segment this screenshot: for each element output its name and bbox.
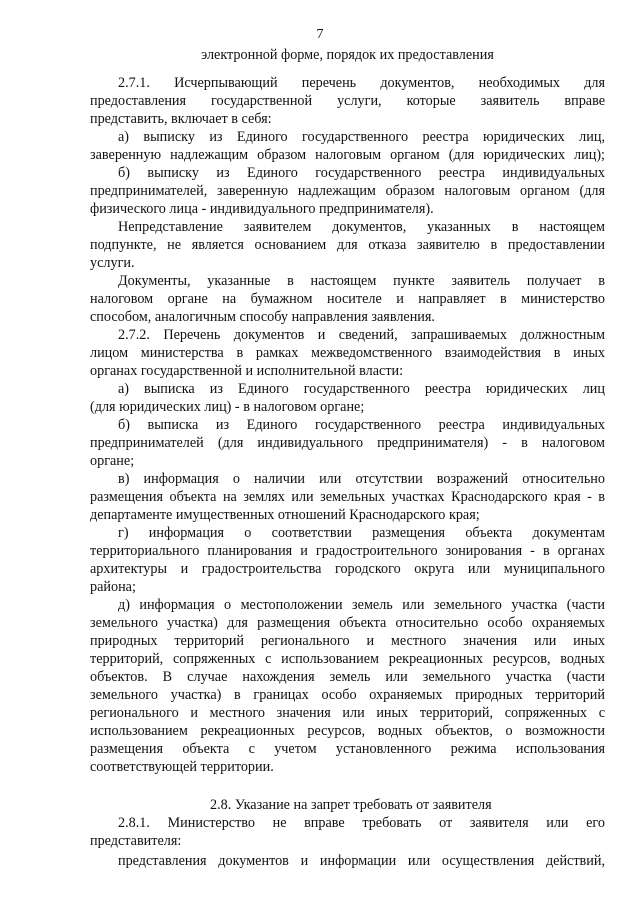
- text-line: использованием рекреационных ресурсов, водных объектов, о возможности: [90, 723, 605, 739]
- text-line: д) информация о местоположении земель или земельного участка (части: [118, 597, 605, 613]
- text-line: услуги.: [90, 255, 135, 271]
- text-line: г) информация о соответствии размещения объекта документам: [118, 525, 605, 541]
- text-line: размещения объекта с учетом установленного режима использования: [90, 741, 605, 757]
- text-line: территориального планирования и градостроительного зонирования - в органах: [90, 543, 605, 559]
- text-line: соответствующей территории.: [90, 759, 274, 775]
- text-line: 2.7.2. Перечень документов и сведений, запрашиваемых должностным: [118, 327, 605, 343]
- text-line: Непредставление заявителем документов, указанных в настоящем: [118, 219, 605, 235]
- text-line: налоговом органе на бумажном носителе и направляет в министерство: [90, 291, 605, 307]
- text-line: района;: [90, 579, 136, 595]
- text-line: физического лица - индивидуального предпринимателя).: [90, 201, 434, 217]
- text-line: 2.7.1. Исчерпывающий перечень документов, необходимых для: [118, 75, 605, 91]
- page-number: 7: [316, 27, 324, 42]
- text-line: представления документов и информации или осуществления действий,: [118, 853, 605, 869]
- text-line: электронной форме, порядок их предоставления: [201, 47, 494, 63]
- text-line: предпринимателей, заверенную надлежащим образом налоговым органом (для: [90, 183, 605, 199]
- text-line: подпункте, не является основанием для отказа заявителю в предоставлении: [90, 237, 605, 253]
- text-line: лицом министерства в рамках межведомственного взаимодействия в иных: [90, 345, 605, 361]
- text-line: объектов. В случае нахождения земель или земельного участка (части: [90, 669, 605, 685]
- text-line: заверенную надлежащим образом налоговым органом (для юридических лиц);: [90, 147, 605, 163]
- text-line: земельного участка) для размещения объекта относительно особо охраняемых: [90, 615, 605, 631]
- text-line: архитектуры и градостроительства городского округа или муниципального: [90, 561, 605, 577]
- text-line: а) выписка из Единого государственного реестра юридических лиц: [118, 381, 605, 397]
- text-line: предпринимателей (для индивидуального предпринимателя) - в налоговом: [90, 435, 605, 451]
- text-line: а) выписку из Единого государственного реестра юридических лиц,: [118, 129, 605, 145]
- text-line: представить, включает в себя:: [90, 111, 272, 127]
- text-line: (для юридических лиц) - в налоговом органе;: [90, 399, 365, 415]
- text-line: департаменте имущественных отношений Краснодарского края;: [90, 507, 480, 523]
- text-line: б) выписка из Единого государственного реестра индивидуальных: [118, 417, 605, 433]
- text-line: 2.8. Указание на запрет требовать от заявителя: [210, 797, 492, 813]
- text-line: территорий, сопряженных с использованием рекреационных ресурсов, водных: [90, 651, 605, 667]
- text-line: Документы, указанные в настоящем пункте заявитель получает в: [118, 273, 605, 289]
- text-line: размещения объекта на землях или земельных участках Краснодарского края - в: [90, 489, 605, 505]
- text-line: 2.8.1. Министерство не вправе требовать от заявителя или его: [118, 815, 605, 831]
- text-line: природных территорий регионального и местного значения или иных: [90, 633, 605, 649]
- text-line: регионального и местного значения или иных территорий, сопряженных с: [90, 705, 605, 721]
- text-line: органе;: [90, 453, 135, 469]
- text-line: органах государственной и исполнительной власти:: [90, 363, 404, 379]
- text-line: в) информация о наличии или отсутствии возражений относительно: [118, 471, 605, 487]
- text-line: представителя:: [90, 833, 182, 849]
- text-line: способом, аналогичным способу направления заявления.: [90, 309, 435, 325]
- text-line: предоставления государственной услуги, которые заявитель вправе: [90, 93, 605, 109]
- text-line: земельного участка) в границах особо охраняемых природных территорий: [90, 687, 605, 703]
- text-line: б) выписку из Единого государственного реестра индивидуальных: [118, 165, 605, 181]
